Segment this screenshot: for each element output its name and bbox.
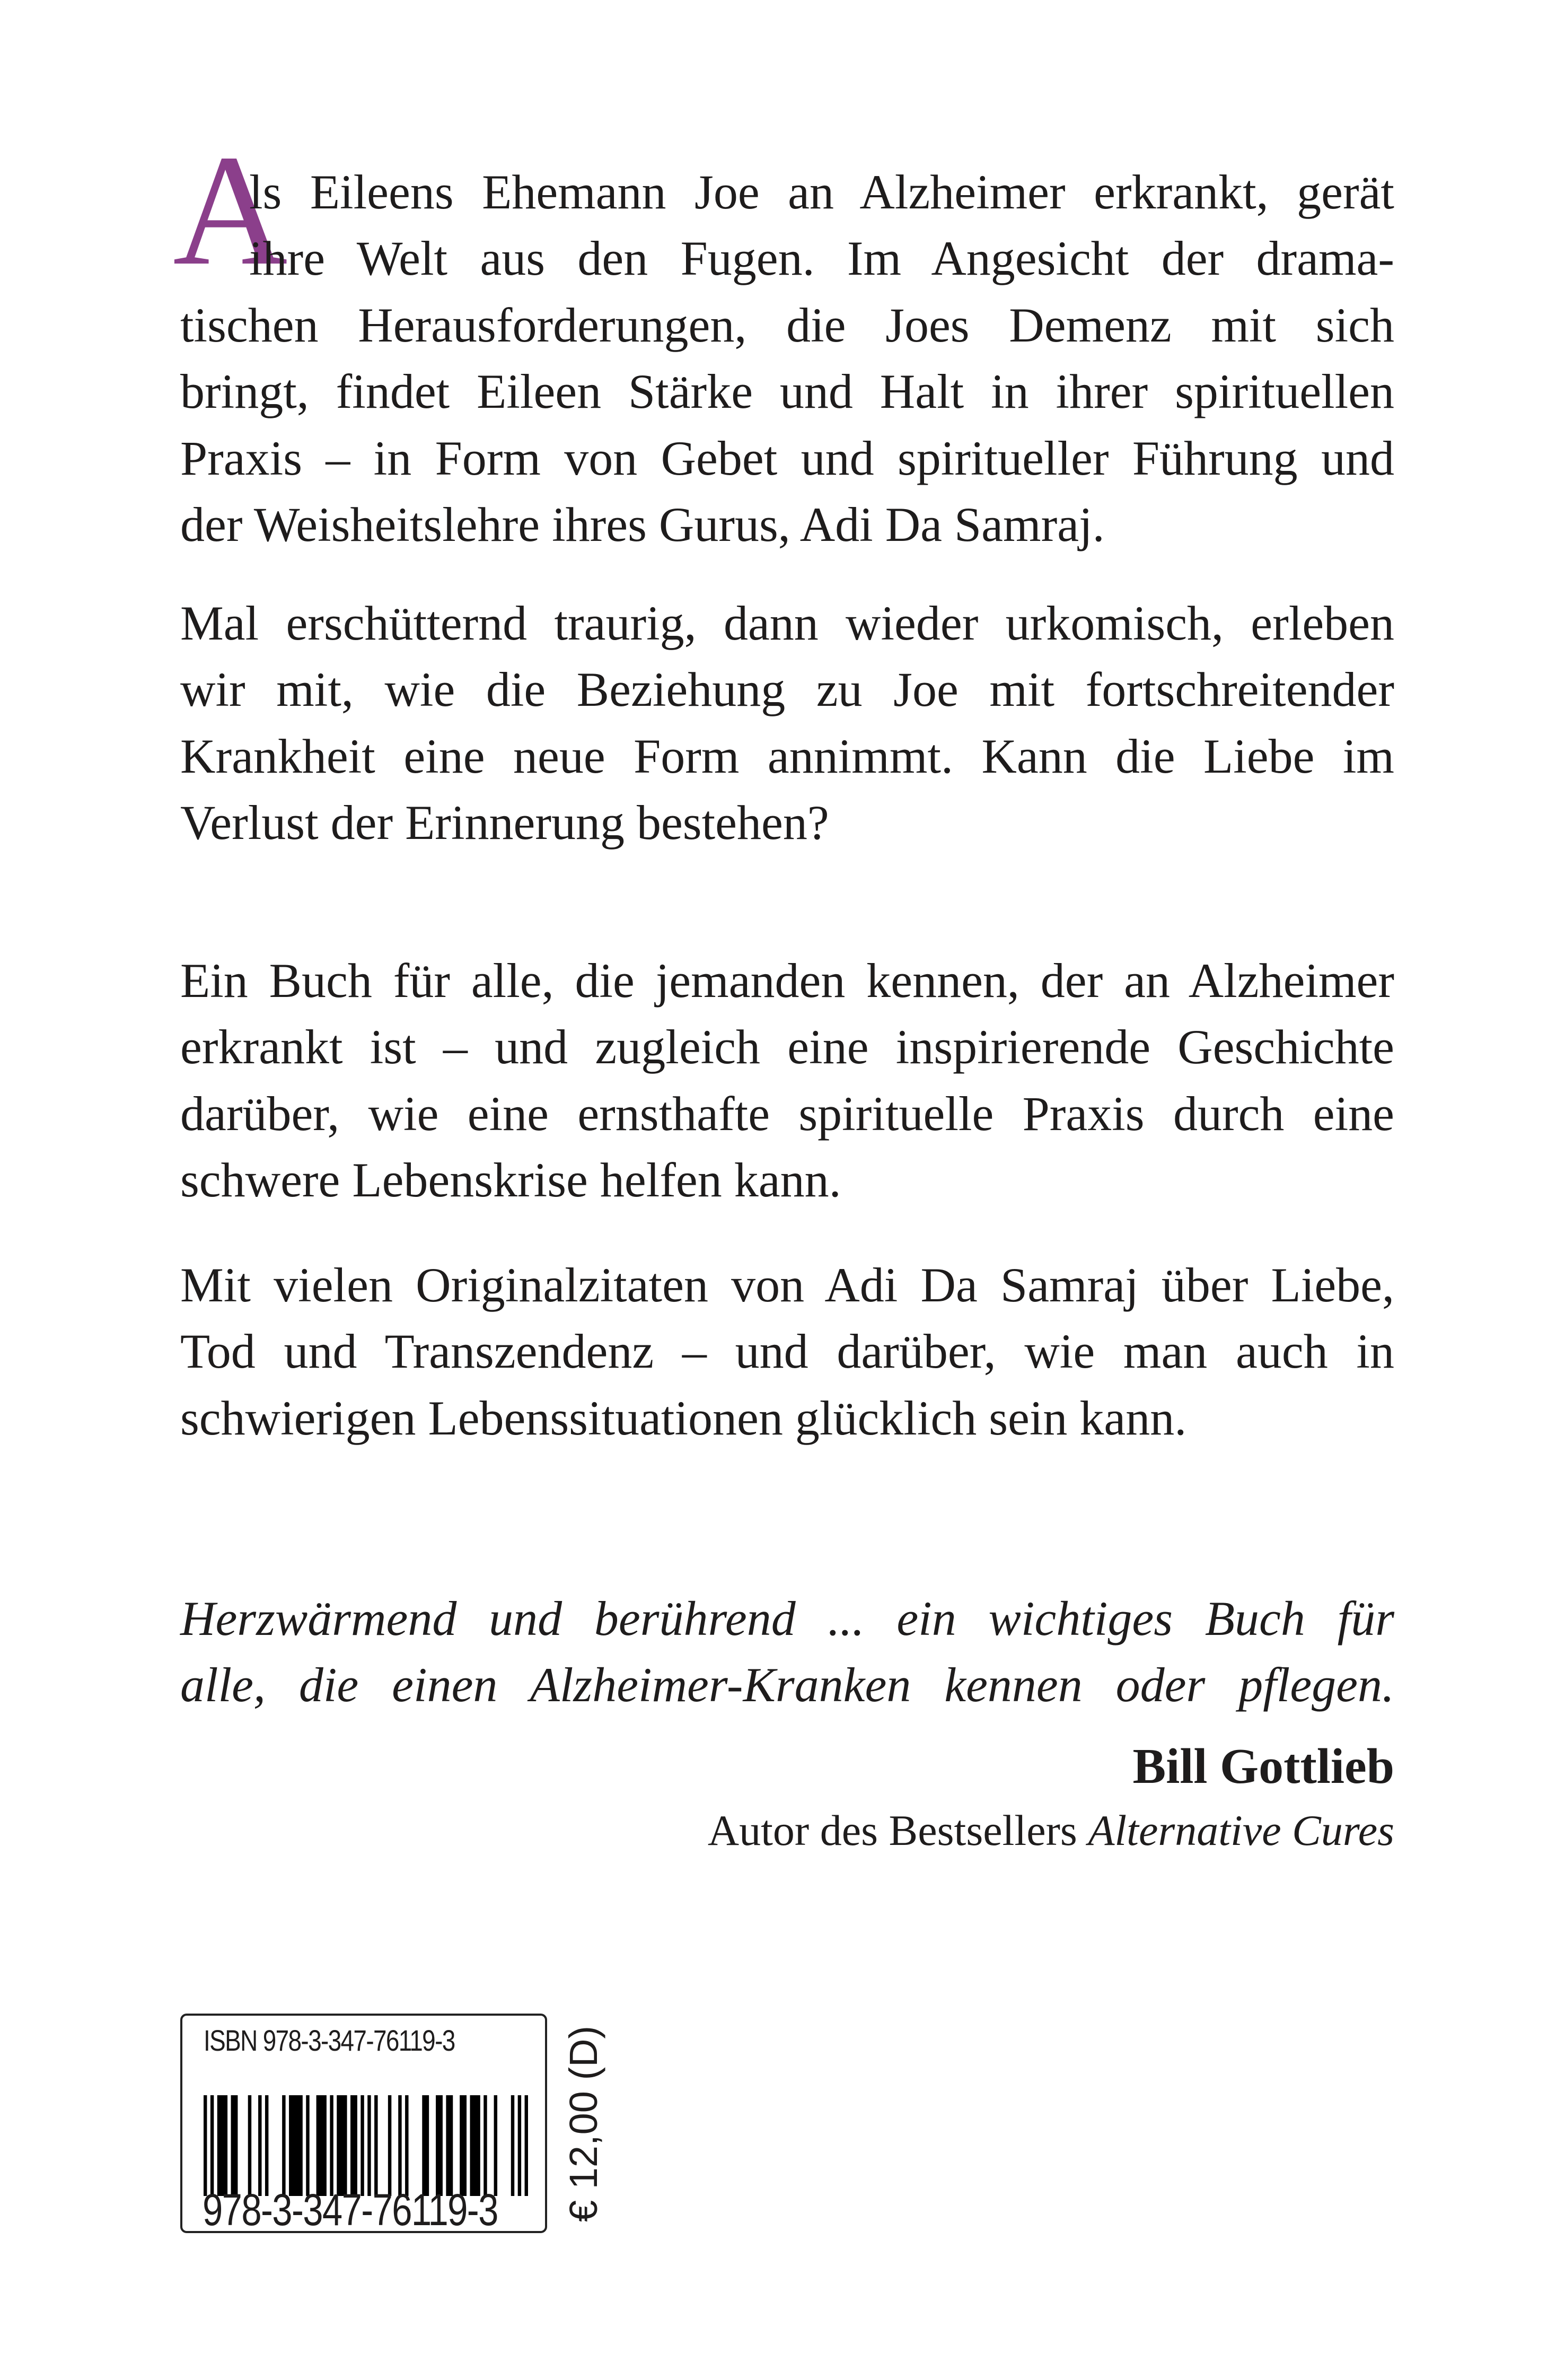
isbn-number: 978-3-347-76119-3: [203, 2185, 498, 2235]
barcode-bar: [436, 2095, 443, 2196]
author-role-prefix: Autor des Bestsellers: [707, 1806, 1088, 1854]
text-line: schwierigen Lebenssituationen glücklich sein kann.: [180, 1390, 1187, 1445]
barcode-bar: [494, 2095, 497, 2196]
paragraph-relationship: [180, 590, 1394, 856]
barcode-bar: [511, 2095, 514, 2196]
testimonial-quote: [180, 1586, 1394, 1719]
barcode-bar: [316, 2095, 327, 2196]
quote-line: alle, die einen Alzheimer-Kranken kennen oder pflegen.: [180, 1658, 1394, 1712]
barcode-bar: [282, 2095, 285, 2196]
barcode-bar: [398, 2095, 401, 2196]
testimonial-author-role: [708, 1799, 1394, 1862]
text-line: Mit vielen Originalzitaten von Adi Da Samraj über Liebe,: [180, 1258, 1394, 1312]
quote-line: Herzwärmend und berührend ... ein wichtiges Buch für: [180, 1591, 1394, 1646]
text-line: Verlust der Erinnerung bestehen?: [180, 795, 829, 850]
barcode-bar: [248, 2095, 251, 2196]
text-line: ihre Welt aus den Fugen. Im Angesicht der drama-: [249, 231, 1394, 286]
isbn-label: ISBN 978-3-347-76119-3: [204, 2024, 455, 2057]
text-line: ls Eileens Ehemann Joe an Alzheimer erkrankt, gerät: [249, 165, 1394, 219]
barcode-bar: [258, 2095, 261, 2196]
paragraph-quotes: [180, 1252, 1394, 1451]
text-line: Mal erschütternd traurig, dann wieder urkomisch, erleben: [180, 596, 1394, 650]
barcode-bar: [361, 2095, 364, 2196]
barcode-bar: [374, 2095, 377, 2196]
text-line: tischen Herausforderungen, die Joes Demenz mit sich: [180, 298, 1394, 352]
barcode-bar: [210, 2095, 214, 2196]
isbn-barcode: [180, 2014, 547, 2233]
testimonial-author: Bill Gottlieb: [1132, 1739, 1394, 1794]
paragraph-intro: [180, 159, 1394, 558]
text-line: darüber, wie eine ernsthafte spirituelle Praxis durch eine: [180, 1086, 1394, 1141]
barcode-bar: [470, 2095, 480, 2196]
barcode-bar: [367, 2095, 371, 2196]
text-line: schwere Lebenskrise helfen kann.: [180, 1153, 841, 1208]
barcode-bar: [388, 2095, 391, 2196]
barcode-bar: [460, 2095, 467, 2196]
paragraph-audience: [180, 948, 1394, 1214]
text-line: Ein Buch für alle, die jemanden kennen, der an Alzheimer: [180, 953, 1394, 1008]
barcode-bar: [217, 2095, 227, 2196]
barcode-bar: [405, 2095, 408, 2196]
text-line: wir mit, wie die Beziehung zu Joe mit fortschreitender: [180, 662, 1394, 717]
drop-cap: A: [173, 122, 288, 298]
barcode-bars: [204, 2095, 528, 2196]
text-line: Praxis – in Form von Gebet und spiritueller Führung und: [180, 431, 1394, 485]
price-label: € 12,00 (D): [561, 2025, 605, 2222]
barcode-bar: [422, 2095, 429, 2196]
text-line: Krankheit eine neue Form annimmt. Kann die Liebe im: [180, 729, 1394, 783]
text-line: Tod und Transzendenz – und darüber, wie man auch in: [180, 1324, 1394, 1379]
barcode-bar: [483, 2095, 487, 2196]
text-line: bringt, findet Eileen Stärke und Halt in ihrer spirituellen: [180, 364, 1394, 419]
barcode-bar: [525, 2095, 528, 2196]
barcode-bar: [231, 2095, 238, 2196]
text-line: der Weisheitslehre ihres Gurus, Adi Da Samraj.: [180, 497, 1105, 552]
barcode-bar: [265, 2095, 268, 2196]
barcode-bar: [330, 2095, 333, 2196]
barcode-bar: [306, 2095, 309, 2196]
text-line: erkrankt ist – und zugleich eine inspirierende Geschichte: [180, 1020, 1394, 1074]
barcode-bar: [337, 2095, 347, 2196]
barcode-bar: [350, 2095, 357, 2196]
barcode-bar: [446, 2095, 453, 2196]
author-book-title: Alternative Cures: [1088, 1806, 1394, 1854]
barcode-bar: [204, 2095, 207, 2196]
barcode-bar: [518, 2095, 521, 2196]
barcode-bar: [289, 2095, 303, 2196]
